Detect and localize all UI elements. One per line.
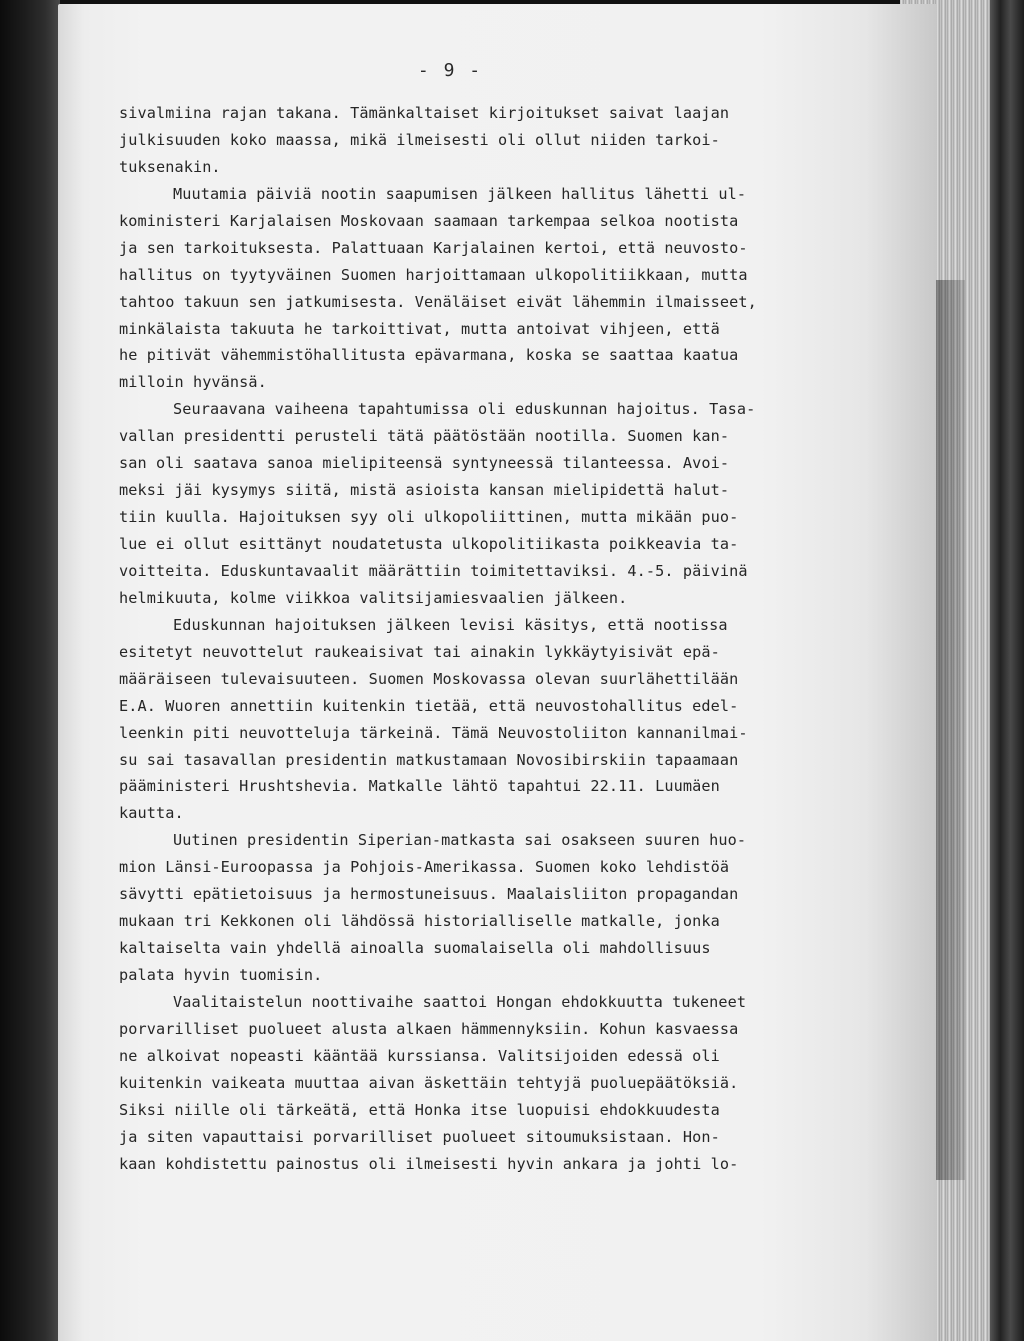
text-line: palata hyvin tuomisin. — [119, 966, 323, 984]
text-line: san oli saatava sanoa mielipiteensä syntyneessä tilanteessa. Avoi- — [119, 454, 730, 473]
text-line: su sai tasavallan presidentin matkustamaan Novosibirskiin tapaamaan — [119, 750, 739, 769]
text-line: tahtoo takuun sen jatkumisesta. Venäläiset eivät lähemmin ilmaisseet, — [119, 292, 757, 311]
text-line: pääministeri Hrushtshevia. Matkalle lähtö tapahtui 22.11. Luumäen — [119, 777, 720, 796]
text-line: mukaan tri Kekkonen oli lähdössä historialliselle matkalle, jonka — [119, 912, 720, 931]
text-line: E.A. Wuoren annettiin kuitenkin tietää, että neuvostohallitus edel- — [119, 696, 739, 715]
text-line: koministeri Karjalaisen Moskovaan saamaan tarkempaa selkoa nootista — [119, 211, 739, 230]
text-line: leenkin piti neuvotteluja tärkeinä. Tämä Neuvostoliiton kannanilmai- — [119, 723, 748, 742]
body-text — [119, 100, 859, 1178]
book-binding-shadow — [0, 0, 60, 1341]
text-line: minkälaista takuuta he tarkoittivat, mutta antoivat vihjeen, että — [119, 319, 720, 338]
text-line: esitetyt neuvottelut raukeaisivat tai ainakin lykkäytyisivät epä- — [119, 642, 720, 661]
text-line: ja sen tarkoituksesta. Palattuaan Karjalainen kertoi, että neuvosto- — [119, 238, 748, 257]
text-line: helmikuuta, kolme viikkoa valitsijamiesvaalien jälkeen. — [119, 588, 628, 607]
text-line: lue ei ollut esittänyt noudatetusta ulkopolitiikasta poikkeavia ta- — [119, 535, 739, 553]
text-line: kaan kohdistettu painostus oli ilmeisesti hyvin ankara ja johti lo- — [119, 1154, 739, 1173]
text-line: porvarilliset puolueet alusta alkaen hämmennyksiin. Kohun kasvaessa — [119, 1019, 739, 1038]
text-line: Muutamia päiviä nootin saapumisen jälkeen hallitus lähetti ul- — [173, 184, 747, 203]
text-line: sävytti epätietoisuus ja hermostuneisuus. Maalaisliiton propagandan — [119, 885, 739, 904]
text-line: voitteita. Eduskuntavaalit määrättiin toimitettaviksi. 4.-5. päivinä — [119, 561, 748, 580]
text-line: Seuraavana vaiheena tapahtumissa oli eduskunnan hajoitus. Tasa- — [173, 400, 756, 419]
text-line: vallan presidentti perusteli tätä päätöstään nootilla. Suomen kan- — [119, 427, 730, 446]
text-line: mion Länsi-Euroopassa ja Pohjois-Amerikassa. Suomen koko lehdistöä — [119, 858, 730, 877]
page-number: - 9 - — [417, 60, 483, 81]
text-line: ne alkoivat nopeasti kääntää kurssiansa. Valitsijoiden edessä oli — [119, 1046, 720, 1065]
text-line: milloin hyvänsä. — [119, 373, 267, 392]
text-line: Siksi niille oli tärkeätä, että Honka itse luopuisi ehdokkuudesta — [119, 1100, 720, 1119]
text-line: tiin kuulla. Hajoituksen syy oli ulkopoliittinen, mutta mikään puo- — [119, 508, 739, 527]
text-line: määräiseen tulevaisuuteen. Suomen Moskovassa olevan suurlähettilään — [119, 669, 739, 688]
text-line: Eduskunnan hajoituksen jälkeen levisi käsitys, että nootissa — [173, 615, 728, 634]
text-line: kaltaiselta vain yhdellä ainoalla suomalaisella oli mahdollisuus — [119, 939, 711, 958]
text-line: ja siten vapauttaisi porvarilliset puolueet sitoumuksistaan. Hon- — [119, 1127, 720, 1146]
text-line: meksi jäi kysymys siitä, mistä asioista kansan mielipidettä halut- — [119, 481, 730, 500]
text-line: Vaalitaistelun noottivaihe saattoi Hongan ehdokkuutta tukeneet — [173, 992, 747, 1011]
text-line: he pitivät vähemmistöhallitusta epävarmana, koska se saattaa kaatua — [119, 346, 739, 365]
text-line: kautta. — [119, 804, 184, 823]
text-line: julkisuuden koko maassa, mikä ilmeisesti oli ollut niiden tarkoi- — [119, 130, 720, 149]
text-line: kuitenkin vaikeata muuttaa aivan äskettäin tehtyjä puoluepäätöksiä. — [119, 1073, 739, 1092]
book-cover-edge — [990, 0, 1024, 1341]
text-line: tuksenakin. — [119, 157, 221, 176]
text-line: hallitus on tyytyväinen Suomen harjoittamaan ulkopolitiikkaan, mutta — [119, 265, 748, 284]
text-line: sivalmiina rajan takana. Tämänkaltaiset kirjoitukset saivat laajan — [119, 104, 730, 122]
text-line: Uutinen presidentin Siperian-matkasta sai osakseen suuren huo- — [173, 831, 747, 850]
